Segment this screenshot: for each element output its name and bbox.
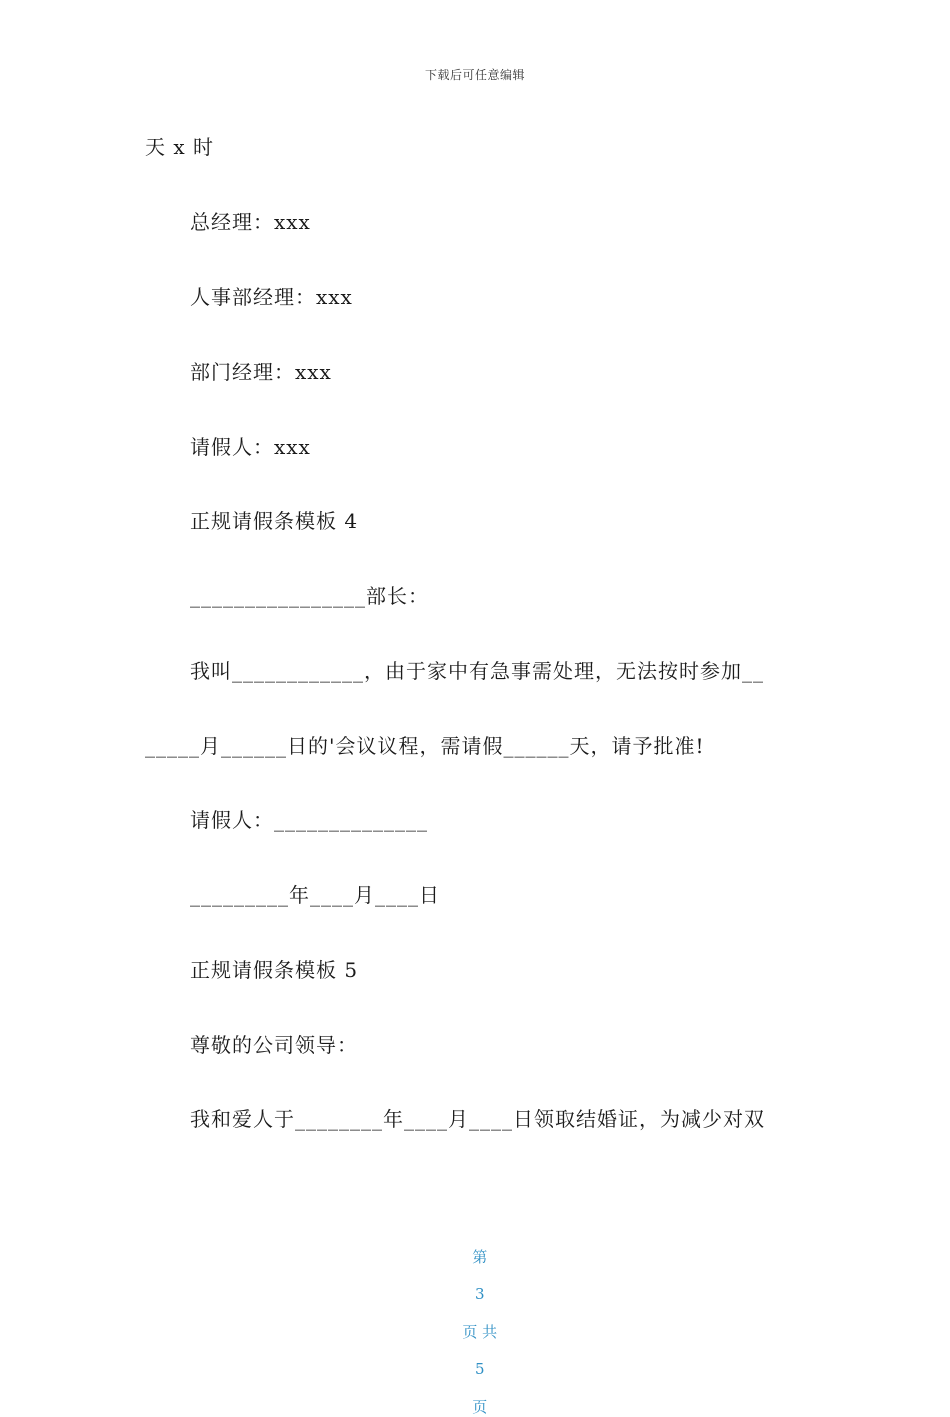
- body-line-hr-manager: 人事部经理：xxx: [190, 285, 353, 309]
- section-heading-template-5: 正规请假条模板 5: [190, 958, 359, 982]
- footer-middle: 页 共: [462, 1323, 498, 1341]
- page-footer: [0, 1228, 950, 1417]
- body-line-department-manager: 部门经理：xxx: [190, 360, 332, 384]
- document-header: 下载后可任意编辑: [424, 68, 525, 82]
- body-line-applicant-signature: 请假人：______________: [190, 808, 428, 832]
- body-line-continuation: 天 x 时: [145, 135, 214, 159]
- body-line-general-manager: 总经理：xxx: [190, 210, 311, 234]
- footer-page-number: 3: [475, 1285, 485, 1303]
- footer-total-pages: 5: [475, 1360, 485, 1378]
- section-heading-template-4: 正规请假条模板 4: [190, 509, 359, 533]
- body-line-leave-reason: 我叫____________，由于家中有急事需处理，无法按时参加__: [190, 659, 764, 683]
- body-line-salutation: 尊敬的公司领导：: [190, 1033, 358, 1057]
- footer-suffix: 页: [472, 1398, 488, 1416]
- body-line-date: _________年____月____日: [190, 883, 440, 907]
- body-line-leave-request: _____月______日的'会议议程，需请假______天，请予批准!: [145, 734, 705, 758]
- body-line-marriage-statement: 我和爱人于________年____月____日领取结婚证，为减少对双: [190, 1107, 765, 1131]
- body-line-minister-salutation: ________________部长：: [190, 584, 429, 608]
- body-line-applicant: 请假人：xxx: [190, 435, 311, 459]
- footer-prefix: 第: [472, 1248, 488, 1266]
